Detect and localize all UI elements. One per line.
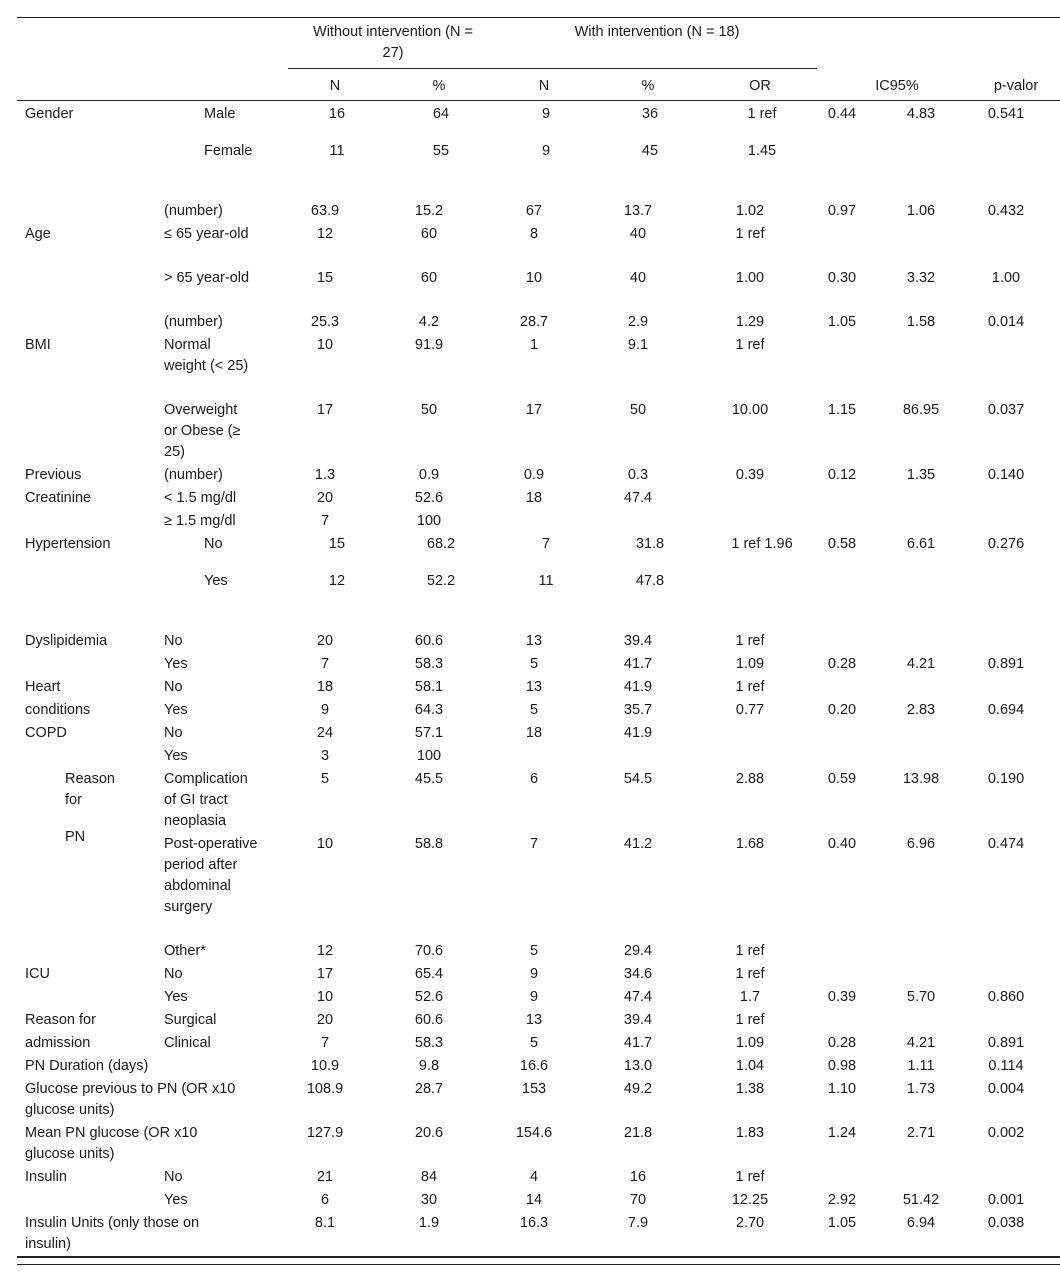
header-without-intervention-cont: 27) bbox=[382, 45, 404, 61]
cell-or: 2.70 bbox=[735, 1215, 765, 1231]
row-category: ≥ 1.5 mg/dl bbox=[164, 513, 236, 529]
cell-n-without: 17 bbox=[316, 402, 334, 418]
cell-n-without: 3 bbox=[320, 748, 330, 764]
cell-ic-lower: 0.58 bbox=[827, 536, 857, 552]
cell-ic-lower: 2.92 bbox=[827, 1192, 857, 1208]
cell-ic-lower: 0.44 bbox=[827, 106, 857, 122]
cell-n-with: 10 bbox=[525, 270, 543, 286]
cell-pct-without: 55 bbox=[432, 143, 450, 159]
row-variable: Creatinine bbox=[25, 490, 92, 506]
row-category: (number) bbox=[164, 467, 223, 483]
col-header-p-value: p-valor bbox=[993, 78, 1039, 94]
cell-n-with: 17 bbox=[525, 402, 543, 418]
cell-p-value: 0.037 bbox=[987, 402, 1025, 418]
cell-n-with: 11 bbox=[538, 573, 554, 589]
cell-pct-without: 60.6 bbox=[414, 1012, 444, 1028]
row-variable: Insulin bbox=[25, 1169, 67, 1185]
cell-or: 1 ref bbox=[735, 633, 765, 649]
cell-p-value: 0.276 bbox=[987, 536, 1025, 552]
cell-ic-upper: 4.21 bbox=[906, 1035, 936, 1051]
cell-or: 10.00 bbox=[731, 402, 769, 418]
cell-n-with: 13 bbox=[525, 1012, 543, 1028]
cell-n-without: 12 bbox=[316, 943, 334, 959]
cell-n-with: 13 bbox=[525, 679, 543, 695]
row-variable: Age bbox=[25, 226, 51, 242]
cell-n-with: 5 bbox=[529, 943, 539, 959]
cell-pct-with: 49.2 bbox=[623, 1081, 653, 1097]
cell-p-value: 0.694 bbox=[987, 702, 1025, 718]
cell-ic-lower: 0.28 bbox=[827, 656, 857, 672]
cell-n-without: 25.3 bbox=[310, 314, 340, 330]
row-category: No bbox=[164, 633, 183, 649]
row-category: Yes bbox=[204, 573, 228, 589]
cell-or: 1.83 bbox=[735, 1125, 765, 1141]
row-category: Yes bbox=[164, 748, 188, 764]
row-category: ≤ 65 year-old bbox=[164, 226, 249, 242]
col-header-pct-with: % bbox=[641, 78, 655, 94]
cell-or: 1 ref bbox=[735, 337, 765, 353]
cell-pct-with: 50 bbox=[629, 402, 647, 418]
cell-p-value: 0.002 bbox=[987, 1125, 1025, 1141]
row-variable: Dyslipidemia bbox=[25, 633, 108, 649]
cell-or: 1.45 bbox=[747, 143, 777, 159]
cell-n-with: 28.7 bbox=[519, 314, 549, 330]
cell-n-without: 108.9 bbox=[306, 1081, 344, 1097]
cell-or: 1.00 bbox=[735, 270, 765, 286]
cell-or: 1.02 bbox=[735, 203, 765, 219]
cell-n-with: 16.3 bbox=[519, 1215, 549, 1231]
cell-n-with: 154.6 bbox=[515, 1125, 553, 1141]
cell-pct-with: 21.8 bbox=[623, 1125, 653, 1141]
cell-p-value: 1.00 bbox=[991, 270, 1021, 286]
cell-pct-with: 2.9 bbox=[627, 314, 649, 330]
cell-n-without: 20 bbox=[316, 1012, 334, 1028]
cell-pct-without: 50 bbox=[420, 402, 438, 418]
cell-pct-without: 1.9 bbox=[418, 1215, 440, 1231]
cell-pct-without: 0.9 bbox=[418, 467, 440, 483]
header-rule bbox=[17, 100, 1060, 101]
row-category: Yes bbox=[164, 702, 188, 718]
cell-pct-with: 31.8 bbox=[635, 536, 665, 552]
cell-p-value: 0.891 bbox=[987, 1035, 1025, 1051]
cell-n-without: 9 bbox=[320, 702, 330, 718]
cell-pct-without: 52.6 bbox=[414, 989, 444, 1005]
cell-or: 1 ref bbox=[735, 966, 765, 982]
cell-ic-upper: 6.96 bbox=[906, 836, 936, 852]
cell-n-without: 7 bbox=[320, 1035, 330, 1051]
row-category: Other* bbox=[164, 943, 206, 959]
cell-pct-without: 45.5 bbox=[414, 771, 444, 787]
row-variable: Mean PN glucose (OR x10 glucose units) bbox=[25, 1125, 198, 1162]
cell-or: 1.29 bbox=[735, 314, 765, 330]
row-category: (number) bbox=[164, 203, 223, 219]
cell-n-without: 18 bbox=[316, 679, 334, 695]
cell-pct-with: 13.7 bbox=[623, 203, 653, 219]
cell-n-with: 9 bbox=[541, 143, 551, 159]
cell-pct-with: 16 bbox=[629, 1169, 647, 1185]
cell-ic-upper: 1.35 bbox=[906, 467, 936, 483]
cell-or: 1 ref bbox=[735, 1012, 765, 1028]
cell-n-with: 14 bbox=[525, 1192, 543, 1208]
cell-ic-lower: 0.12 bbox=[827, 467, 857, 483]
cell-p-value: 0.190 bbox=[987, 771, 1025, 787]
cell-ic-lower: 0.40 bbox=[827, 836, 857, 852]
cell-n-without: 15 bbox=[316, 270, 334, 286]
cell-pct-without: 52.2 bbox=[426, 573, 456, 589]
cell-pct-with: 36 bbox=[641, 106, 659, 122]
row-variable: COPD bbox=[25, 725, 67, 741]
cell-pct-without: 9.8 bbox=[418, 1058, 440, 1074]
cell-ic-lower: 0.30 bbox=[827, 270, 857, 286]
col-header-ic95: IC95% bbox=[875, 78, 919, 94]
cell-ic-upper: 51.42 bbox=[902, 1192, 940, 1208]
row-category: Yes bbox=[164, 989, 188, 1005]
row-category: Overweight or Obese (≥ 25) bbox=[164, 402, 241, 460]
cell-pct-without: 30 bbox=[420, 1192, 438, 1208]
cell-ic-upper: 6.94 bbox=[906, 1215, 936, 1231]
cell-n-without: 21 bbox=[316, 1169, 334, 1185]
cell-pct-with: 29.4 bbox=[623, 943, 653, 959]
cell-n-without: 17 bbox=[316, 966, 334, 982]
cell-or: 2.88 bbox=[735, 771, 765, 787]
cell-pct-with: 41.7 bbox=[623, 656, 653, 672]
cell-n-without: 8.1 bbox=[314, 1215, 336, 1231]
row-variable: Glucose previous to PN (OR x10 glucose units) bbox=[25, 1081, 236, 1118]
cell-ic-upper: 86.95 bbox=[902, 402, 940, 418]
cell-pct-without: 60 bbox=[420, 270, 438, 286]
cell-pct-with: 35.7 bbox=[623, 702, 653, 718]
cell-n-without: 12 bbox=[316, 226, 334, 242]
cell-pct-with: 41.9 bbox=[623, 725, 653, 741]
cell-pct-with: 0.3 bbox=[627, 467, 649, 483]
row-variable: Gender bbox=[25, 106, 74, 122]
cell-pct-without: 91.9 bbox=[414, 337, 444, 353]
row-variable: PN bbox=[65, 829, 86, 845]
row-category: No bbox=[164, 679, 183, 695]
cell-n-with: 67 bbox=[525, 203, 543, 219]
cell-n-with: 7 bbox=[529, 836, 539, 852]
cell-p-value: 0.004 bbox=[987, 1081, 1025, 1097]
cell-pct-with: 40 bbox=[629, 226, 647, 242]
row-variable: Reason for bbox=[65, 771, 115, 808]
cell-n-with: 4 bbox=[529, 1169, 539, 1185]
cell-n-without: 10 bbox=[316, 836, 334, 852]
cell-p-value: 0.001 bbox=[987, 1192, 1025, 1208]
cell-pct-without: 65.4 bbox=[414, 966, 444, 982]
cell-pct-with: 54.5 bbox=[623, 771, 653, 787]
cell-n-without: 11 bbox=[329, 143, 345, 159]
cell-pct-with: 39.4 bbox=[623, 633, 653, 649]
cell-ic-lower: 0.39 bbox=[827, 989, 857, 1005]
cell-pct-with: 40 bbox=[629, 270, 647, 286]
cell-ic-upper: 1.11 bbox=[907, 1058, 935, 1074]
cell-pct-without: 58.3 bbox=[414, 656, 444, 672]
cell-n-without: 12 bbox=[328, 573, 346, 589]
cell-n-without: 127.9 bbox=[306, 1125, 344, 1141]
row-category: Normal weight (< 25) bbox=[164, 337, 249, 374]
cell-or: 1 ref bbox=[735, 226, 765, 242]
cell-ic-upper: 3.32 bbox=[906, 270, 936, 286]
row-category: No bbox=[164, 1169, 183, 1185]
cell-n-with: 9 bbox=[529, 989, 539, 1005]
cell-n-with: 5 bbox=[529, 656, 539, 672]
cell-p-value: 0.014 bbox=[987, 314, 1025, 330]
cell-ic-lower: 0.97 bbox=[827, 203, 857, 219]
cell-n-with: 7 bbox=[541, 536, 551, 552]
cell-n-without: 5 bbox=[320, 771, 330, 787]
col-header-pct-without: % bbox=[432, 78, 446, 94]
cell-ic-lower: 1.15 bbox=[827, 402, 857, 418]
top-rule bbox=[17, 17, 1060, 18]
row-variable: conditions bbox=[25, 702, 91, 718]
cell-pct-without: 58.3 bbox=[414, 1035, 444, 1051]
cell-n-with: 0.9 bbox=[523, 467, 545, 483]
cell-pct-without: 58.8 bbox=[414, 836, 444, 852]
row-category: No bbox=[164, 725, 183, 741]
cell-n-with: 5 bbox=[529, 1035, 539, 1051]
cell-n-with: 9 bbox=[529, 966, 539, 982]
cell-n-with: 8 bbox=[529, 226, 539, 242]
cell-pct-with: 70 bbox=[629, 1192, 647, 1208]
row-variable: admission bbox=[25, 1035, 91, 1051]
cell-pct-with: 41.7 bbox=[623, 1035, 653, 1051]
cell-n-with: 9 bbox=[541, 106, 551, 122]
cell-pct-with: 45 bbox=[641, 143, 659, 159]
cell-n-without: 16 bbox=[328, 106, 346, 122]
row-variable: Heart bbox=[25, 679, 61, 695]
cell-ic-upper: 4.83 bbox=[906, 106, 936, 122]
row-category: Surgical bbox=[164, 1012, 217, 1028]
cell-p-value: 0.140 bbox=[987, 467, 1025, 483]
cell-p-value: 0.541 bbox=[987, 106, 1025, 122]
cell-ic-upper: 1.06 bbox=[906, 203, 936, 219]
cell-ic-lower: 0.28 bbox=[827, 1035, 857, 1051]
cell-pct-without: 15.2 bbox=[414, 203, 444, 219]
cell-pct-with: 7.9 bbox=[627, 1215, 649, 1231]
col-header-n-with: N bbox=[538, 78, 550, 94]
cell-pct-without: 57.1 bbox=[414, 725, 444, 741]
cell-pct-without: 68.2 bbox=[426, 536, 456, 552]
cell-or: 1 ref 1.96 bbox=[731, 536, 793, 552]
row-category: (number) bbox=[164, 314, 223, 330]
cell-ic-lower: 1.24 bbox=[827, 1125, 857, 1141]
cell-or: 1.09 bbox=[735, 1035, 765, 1051]
cell-or: 12.25 bbox=[731, 1192, 769, 1208]
cell-ic-upper: 6.61 bbox=[906, 536, 936, 552]
cell-ic-upper: 13.98 bbox=[902, 771, 940, 787]
cell-pct-with: 9.1 bbox=[627, 337, 649, 353]
cell-pct-without: 28.7 bbox=[414, 1081, 444, 1097]
row-category: Post-operative period after abdominal surgery bbox=[164, 836, 258, 915]
cell-ic-lower: 0.98 bbox=[827, 1058, 857, 1074]
cell-ic-upper: 1.58 bbox=[906, 314, 936, 330]
cell-n-with: 153 bbox=[521, 1081, 547, 1097]
cell-pct-with: 39.4 bbox=[623, 1012, 653, 1028]
cell-or: 1 ref bbox=[747, 106, 777, 122]
row-variable: Insulin Units (only those on insulin) bbox=[25, 1215, 200, 1252]
cell-pct-with: 41.9 bbox=[623, 679, 653, 695]
col-header-n-without: N bbox=[329, 78, 341, 94]
cell-pct-with: 47.4 bbox=[623, 490, 653, 506]
cell-n-without: 1.3 bbox=[314, 467, 336, 483]
row-category: No bbox=[204, 536, 223, 552]
cell-ic-upper: 2.83 bbox=[906, 702, 936, 718]
cell-pct-with: 41.2 bbox=[623, 836, 653, 852]
row-category: Complication of GI tract neoplasia bbox=[164, 771, 248, 829]
cell-or: 1.04 bbox=[735, 1058, 765, 1074]
row-category: No bbox=[164, 966, 183, 982]
cell-ic-upper: 4.21 bbox=[906, 656, 936, 672]
cell-pct-without: 60 bbox=[420, 226, 438, 242]
cell-or: 1 ref bbox=[735, 943, 765, 959]
group-rule bbox=[288, 68, 817, 69]
cell-n-with: 5 bbox=[529, 702, 539, 718]
bottom-rule bbox=[17, 1256, 1060, 1258]
cell-or: 1 ref bbox=[735, 1169, 765, 1185]
cell-ic-upper: 2.71 bbox=[906, 1125, 936, 1141]
cell-pct-without: 60.6 bbox=[414, 633, 444, 649]
cell-n-without: 20 bbox=[316, 633, 334, 649]
cell-pct-without: 64.3 bbox=[414, 702, 444, 718]
cell-p-value: 0.432 bbox=[987, 203, 1025, 219]
cell-n-with: 6 bbox=[529, 771, 539, 787]
cell-p-value: 0.860 bbox=[987, 989, 1025, 1005]
cell-n-with: 18 bbox=[525, 490, 543, 506]
col-header-or: OR bbox=[749, 78, 771, 94]
cell-or: 1.7 bbox=[739, 989, 761, 1005]
row-variable: ICU bbox=[25, 966, 50, 982]
cell-or: 0.39 bbox=[735, 467, 765, 483]
cell-pct-without: 20.6 bbox=[414, 1125, 444, 1141]
cell-ic-lower: 0.20 bbox=[827, 702, 857, 718]
row-variable: PN Duration (days) bbox=[25, 1058, 149, 1074]
cell-or: 1.09 bbox=[735, 656, 765, 672]
cell-n-with: 18 bbox=[525, 725, 543, 741]
cell-ic-upper: 5.70 bbox=[906, 989, 936, 1005]
cell-n-without: 20 bbox=[316, 490, 334, 506]
cell-pct-without: 100 bbox=[416, 513, 442, 529]
header-without-intervention: Without intervention (N = bbox=[313, 24, 473, 40]
cell-pct-with: 47.4 bbox=[623, 989, 653, 1005]
cell-p-value: 0.891 bbox=[987, 656, 1025, 672]
cell-n-with: 16.6 bbox=[519, 1058, 549, 1074]
cell-pct-without: 58.1 bbox=[414, 679, 444, 695]
cell-ic-lower: 1.10 bbox=[827, 1081, 857, 1097]
row-variable: Hypertension bbox=[25, 536, 111, 552]
row-category: Male bbox=[204, 106, 236, 122]
cell-n-without: 24 bbox=[316, 725, 334, 741]
row-variable: BMI bbox=[25, 337, 51, 353]
cell-n-without: 7 bbox=[320, 656, 330, 672]
cell-p-value: 0.038 bbox=[987, 1215, 1025, 1231]
cell-n-without: 7 bbox=[320, 513, 330, 529]
row-category: Female bbox=[204, 143, 253, 159]
cell-or: 1.68 bbox=[735, 836, 765, 852]
cell-pct-without: 70.6 bbox=[414, 943, 444, 959]
row-category: > 65 year-old bbox=[164, 270, 250, 286]
cell-pct-with: 34.6 bbox=[623, 966, 653, 982]
header-with-intervention: With intervention (N = 18) bbox=[574, 24, 740, 40]
cell-pct-without: 64 bbox=[432, 106, 450, 122]
cell-n-without: 63.9 bbox=[310, 203, 340, 219]
cell-pct-with: 47.8 bbox=[635, 573, 665, 589]
cell-n-without: 15 bbox=[328, 536, 346, 552]
cell-ic-upper: 1.73 bbox=[906, 1081, 936, 1097]
cell-n-without: 6 bbox=[320, 1192, 330, 1208]
row-category: < 1.5 mg/dl bbox=[164, 490, 237, 506]
bottom-rule-secondary bbox=[17, 1264, 1060, 1265]
row-category: Yes bbox=[164, 1192, 188, 1208]
cell-or: 1.38 bbox=[735, 1081, 765, 1097]
cell-p-value: 0.114 bbox=[988, 1058, 1024, 1074]
cell-p-value: 0.474 bbox=[987, 836, 1025, 852]
row-variable: Previous bbox=[25, 467, 82, 483]
cell-n-without: 10 bbox=[316, 337, 334, 353]
cell-n-with: 1 bbox=[529, 337, 539, 353]
cell-pct-without: 4.2 bbox=[418, 314, 440, 330]
cell-pct-without: 100 bbox=[416, 748, 442, 764]
cell-n-without: 10.9 bbox=[310, 1058, 340, 1074]
cell-or: 1 ref bbox=[735, 679, 765, 695]
cell-pct-without: 84 bbox=[420, 1169, 438, 1185]
cell-ic-lower: 1.05 bbox=[827, 1215, 857, 1231]
cell-pct-with: 13.0 bbox=[623, 1058, 653, 1074]
row-category: Clinical bbox=[164, 1035, 211, 1051]
cell-or: 0.77 bbox=[735, 702, 765, 718]
cell-pct-without: 52.6 bbox=[414, 490, 444, 506]
cell-n-with: 13 bbox=[525, 633, 543, 649]
cell-ic-lower: 1.05 bbox=[827, 314, 857, 330]
row-category: Yes bbox=[164, 656, 188, 672]
row-variable: Reason for bbox=[25, 1012, 96, 1028]
cell-n-without: 10 bbox=[316, 989, 334, 1005]
cell-ic-lower: 0.59 bbox=[827, 771, 857, 787]
